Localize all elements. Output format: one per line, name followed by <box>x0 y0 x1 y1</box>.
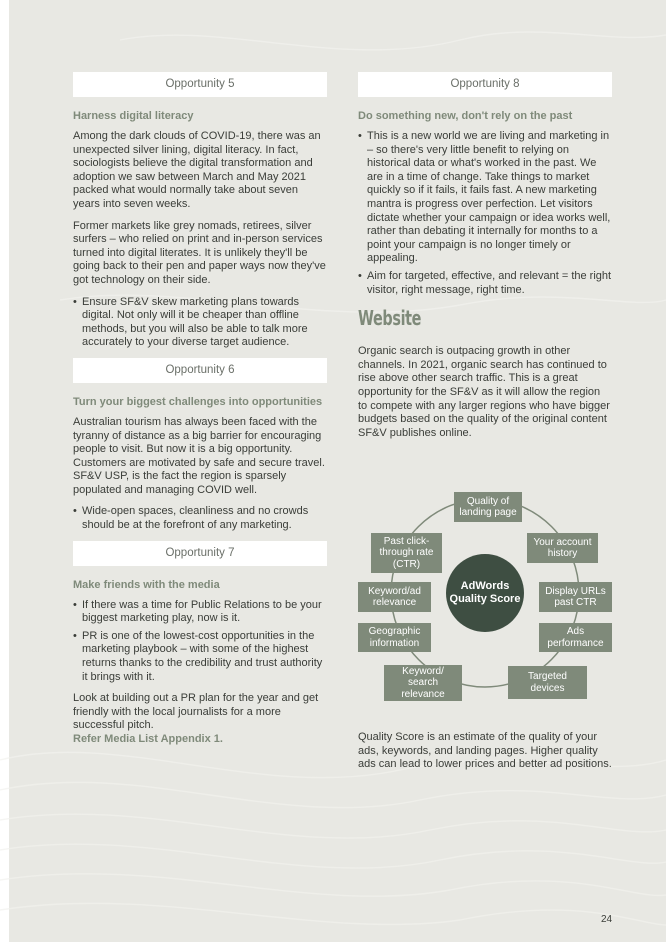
website-title: Website <box>358 306 422 331</box>
opportunity-6-heading: Turn your biggest challenges into opportunities <box>73 395 323 408</box>
bullet-item: • Ensure SF&V skew marketing plans towards digital. Not only will it be cheaper than offline methods, but you will also be able to talk more accurately to your diverse target audience. <box>73 296 327 350</box>
node-keyword-ad-relevance: Keyword/ad relevance <box>358 582 431 612</box>
node-geographic-information: Geographic information <box>358 623 431 652</box>
opportunity-5-paragraph-2: Former markets like grey nomads, retirees, silver surfers – who relied on print and in-person services turned into digital literates. It is unlikely they'll be going back to their pen and paper ways now they've got technology on their side. <box>73 219 326 286</box>
opportunity-5-heading: Harness digital literacy <box>73 110 194 122</box>
opportunity-7-bullets <box>73 599 327 685</box>
quality-score-diagram <box>358 492 612 704</box>
website-paragraph: Organic search is outpacing growth in other channels. In 2021, organic search has continued to rise above other search traffic. This is a great opportunity for the SF&V as it will allow the region to compete with any larger regions who have bigger budgets based on the quality of the original content SF&V publishes online. <box>358 345 610 439</box>
opportunity-8-label: Opportunity 8 <box>358 72 612 97</box>
node-targeted-devices: Targeted devices <box>508 666 587 699</box>
opportunity-7-label: Opportunity 7 <box>73 541 327 566</box>
opportunity-8-heading: Do something new, don't rely on the past <box>358 110 573 122</box>
node-ads-performance: Ads performance <box>539 623 612 652</box>
node-quality-of-landing-page: Quality of landing page <box>454 492 522 522</box>
adwords-quality-score-center: AdWords Quality Score <box>446 554 524 632</box>
opportunity-6-label: Opportunity 6 <box>73 358 327 383</box>
caption-text: Quality Score is an estimate of the quality of your ads, keywords, and landing pages. Higher quality ads can lead to lower prices and better ad positions. <box>358 731 612 771</box>
right-column <box>358 72 612 448</box>
bullet-item: • Wide-open spaces, cleanliness and no crowds should be at the forefront of any marketing. <box>73 505 327 532</box>
bullet-item: • Aim for targeted, effective, and relevant = the right visitor, right message, right time. <box>358 270 612 297</box>
bullet-item: • This is a new world we are living and marketing in – so there's very little benefit to relying on historical data or what's worked in the past. We are in a time of change. Take things to market quickly so if it fails, it fails fast. A new marketing mantra is progress over perfection. Let visitors dictate whether your campaign or idea works well, rather than debating it internally for months to a point your campaign is no longer timely or appealing. <box>358 130 612 266</box>
opportunity-5-label: Opportunity 5 <box>73 72 327 97</box>
quality-score-caption <box>358 731 612 780</box>
node-account-history: Your account history <box>527 533 598 563</box>
opportunity-8-bullets <box>358 130 612 297</box>
bullet-item: • PR is one of the lowest-cost opportunities in the marketing playbook – with some of the highest returns thanks to the credibility and trust authority it brings with it. <box>73 630 327 684</box>
node-past-ctr: Past click-through rate (CTR) <box>371 533 442 573</box>
bullet-item: • If there was a time for Public Relations to be your biggest marketing play, now is it. <box>73 599 327 626</box>
page-number: 24 <box>601 914 613 925</box>
opportunity-5-paragraph-1: Among the dark clouds of COVID-19, there was an unexpected silver lining, digital literacy. In fact, sociologists believe the digital transformation and adoption we saw between March and May 2021 packed what would normally take about seven years into seven weeks. <box>73 130 321 210</box>
node-keyword-search-relevance: Keyword/ search relevance <box>384 665 462 701</box>
node-display-urls-ctr: Display URLs past CTR <box>539 582 612 612</box>
opportunity-6-paragraph-1: Australian tourism has always been faced with the tyranny of distance as a big barrier for encouraging people to visit. But now it is a big opportunity. Customers are motivated by safe and secure travel. SF&V USP, is the fact the region is sparsely populated and managing COVID well. <box>73 415 325 496</box>
opportunity-6-bullets <box>73 505 327 532</box>
media-list-link[interactable]: Refer Media List Appendix 1. <box>73 733 223 745</box>
left-column <box>73 72 327 755</box>
opportunity-7-paragraph-1: Look at building out a PR plan for the year and get friendly with the local journalists for a more successful pitch. <box>73 692 319 732</box>
opportunity-7-heading: Make friends with the media <box>73 578 220 591</box>
opportunity-5-bullets <box>73 296 327 350</box>
